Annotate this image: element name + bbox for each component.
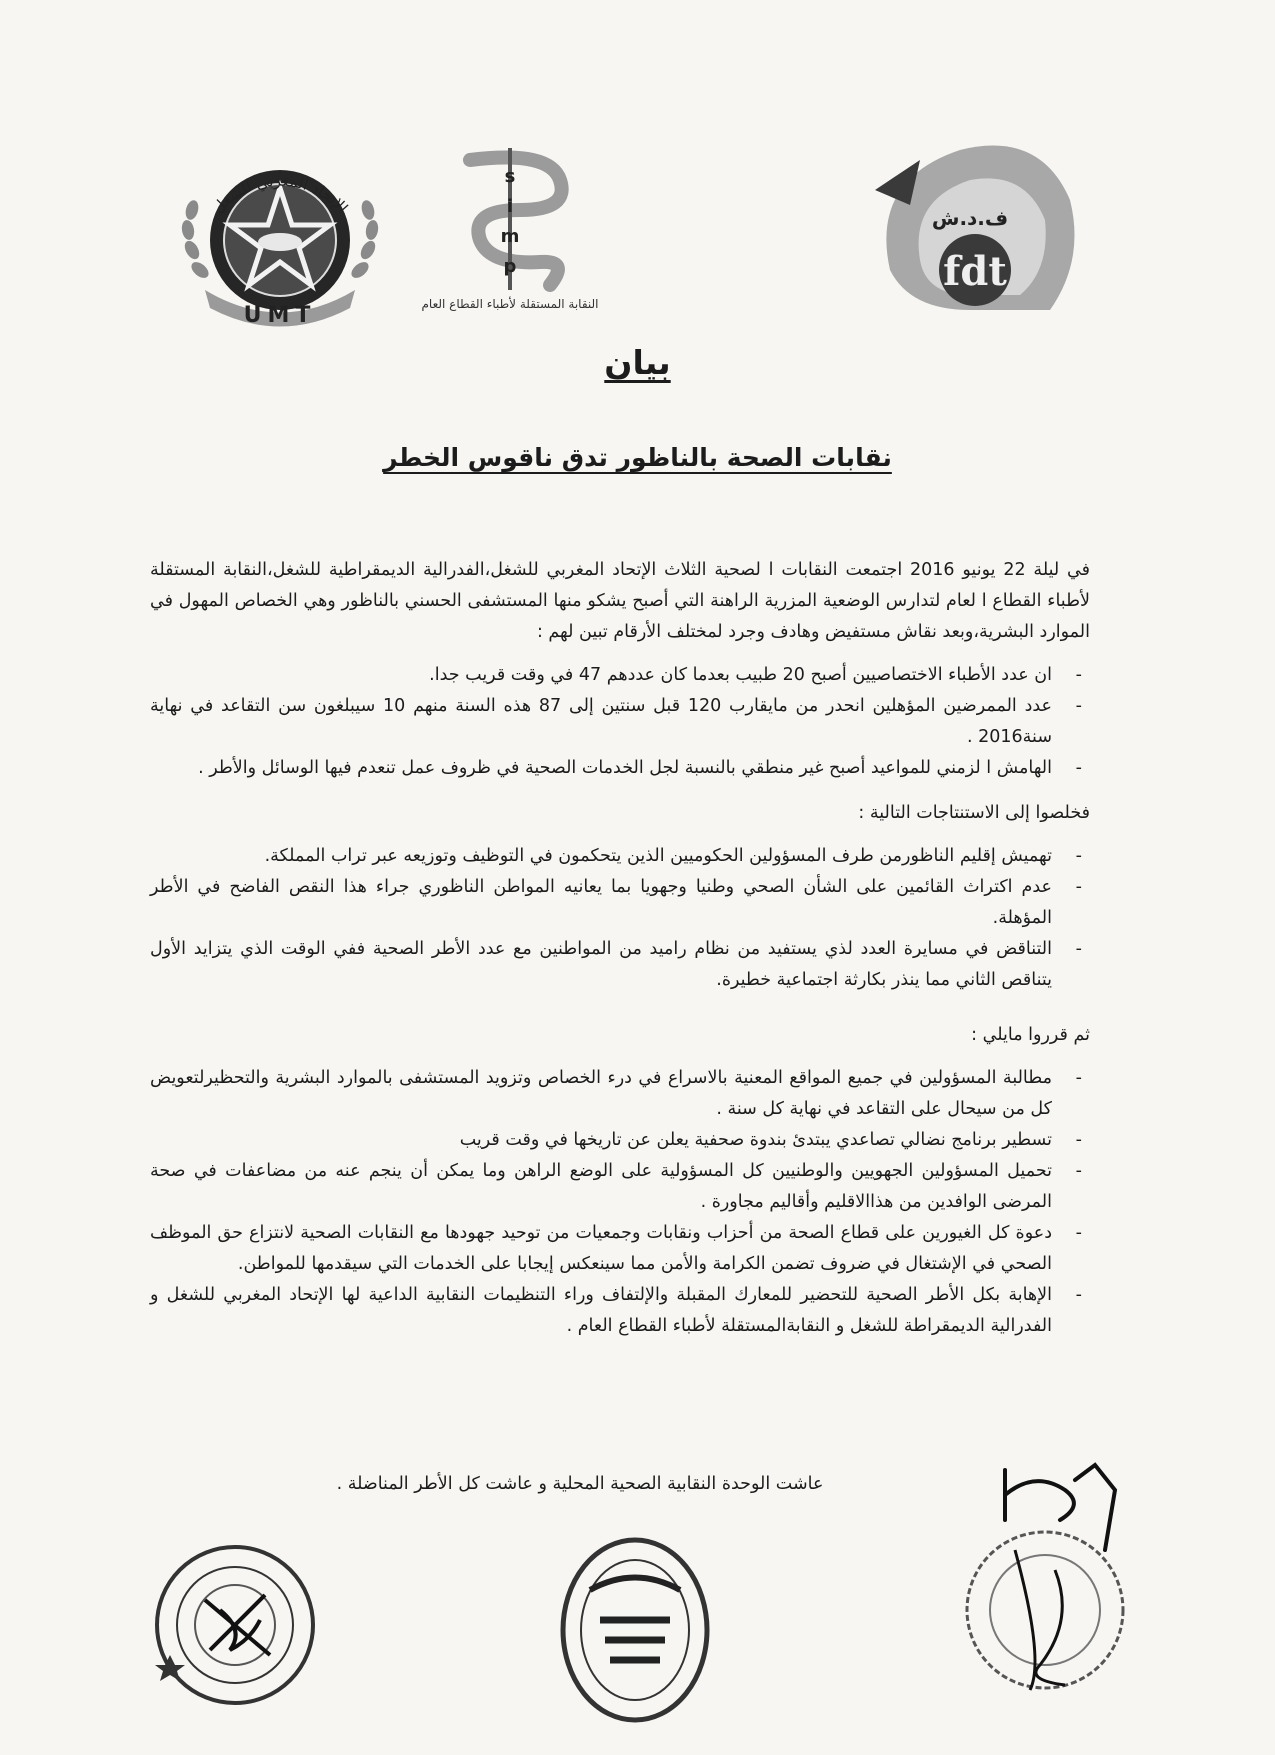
fdt-arabic: ف.د.ش	[931, 206, 1009, 230]
simp-letter-s: s	[504, 166, 516, 187]
decisions-intro: ثم قرروا مايلي :	[971, 1025, 1090, 1045]
document-body	[150, 555, 1090, 1356]
list-item: - تهميش إقليم الناظورمن طرف المسؤولين الحكوميين الذين يتحكمون في التوظيف وتوزيعه عبر تراب المملكة.	[150, 841, 1068, 872]
list-item: - الإهابة بكل الأطر الصحية للتحضير للمعارك المقبلة والإلتفاف وراء التنظيمات النقابية الداعية لها الإتحاد المغربي للشغل و الفدرالية الديمقراطة للشغل و النقابةالمستقلة لأطباء القطاع العام .	[150, 1280, 1068, 1342]
simp-logo	[410, 140, 610, 315]
fdt-abbrev: fdt	[943, 248, 1007, 295]
simp-caption: النقابة المستقلة لأطباء القطاع العام	[421, 297, 599, 311]
closing-line: عاشت الوحدة النقابية الصحية المحلية و عاشت كل الأطر المناضلة .	[336, 1474, 824, 1494]
findings-list	[150, 660, 1090, 784]
list-item: - ان عدد الأطباء الاختصاصيين أصبح 20 طبيب بعدما كان عددهم 47 في وقت قريب جدا.	[150, 660, 1068, 691]
fdt-logo	[850, 120, 1090, 330]
simp-letter-i: i	[506, 196, 514, 217]
umt-arc-text: الإتحاد المغربي للشغل	[208, 171, 352, 217]
umt-logo	[170, 130, 390, 330]
conclusions-intro: فخلصوا إلى الاستنتاجات التالية :	[858, 803, 1090, 823]
simp-letter-p: p	[503, 256, 517, 277]
umt-abbrev: UMT	[243, 303, 317, 328]
simp-letter-m: m	[500, 226, 520, 247]
umt-stamp	[150, 1530, 320, 1720]
conclusions-list	[150, 841, 1090, 996]
list-item: - دعوة كل الغيورين على قطاع الصحة من أحزاب ونقابات وجمعيات من توحيد جهودها مع النقابات الصحية لانتزاع حق الموظف الصحي في الإشتغال في ضروف تضمن الكرامة والأمن مما سينعكس إيجابا على الخدمات التي سيقدمها للمواطن.	[150, 1218, 1068, 1280]
simp-stamp	[555, 1530, 715, 1730]
document-subtitle: نقابات الصحة بالناظور تدق ناقوس الخطر	[383, 443, 892, 472]
intro-paragraph: في ليلة 22 يونيو 2016 اجتمعت النقابات ا لصحية الثلاث الإتحاد المغربي للشغل،الفدرالية الديمقراطية للشغل،النقابة المستقلة لأطباء القطاع ا لعام لتدارس الوضعية المزرية الراهنة التي أصبح يشكو منها المستشفى الحسني بالناظور وهي الخصاص المهول في الموارد البشرية،وبعد نقاش مستفيض وهادف وجرد لمختلف الأرقام تبين لهم :	[150, 560, 1090, 642]
fdt-stamp-signature	[945, 1460, 1140, 1710]
list-item: - مطالبة المسؤولين في جميع المواقع المعنية بالاسراع في درء الخصاص وتزويد المستشفى بالموارد البشرية والتحظيرلتعويض كل من سيحال على التقاعد في نهاية كل سنة .	[150, 1063, 1068, 1125]
list-item: - التناقض في مسايرة العدد لذي يستفيد من نظام راميد من المواطنين مع عدد الأطر الصحية ففي الوقت الذي يتزايد الأول يتناقص الثاني مما ينذر بكارثة اجتماعية خطيرة.	[150, 934, 1068, 996]
decisions-list	[150, 1063, 1090, 1342]
list-item: - عدد الممرضين المؤهلين انحدر من مايقارب 120 قبل سنتين إلى 87 هذه السنة منهم 10 سيبلغون سن التقاعد في نهاية سنة2016 .	[150, 691, 1068, 753]
list-item: - عدم اكتراث القائمين على الشأن الصحي وطنيا وجهويا بما يعانيه المواطن الناظوري جراء هذا النقص الفاضح في الأطر المؤهلة.	[150, 872, 1068, 934]
list-item: - تسطير برنامج نضالي تصاعدي يبتدئ بندوة صحفية يعلن عن تاريخها في وقت قريب	[150, 1125, 1068, 1156]
document-heading: بيان	[604, 343, 671, 382]
list-item: - الهامش ا لزمني للمواعيد أصبح غير منطقي بالنسبة لجل الخدمات الصحية في ظروف عمل تنعدم فيها الوسائل والأطر .	[150, 753, 1068, 784]
list-item: - تحميل المسؤولين الجهويين والوطنيين كل المسؤولية على الوضع الراهن وما يمكن أن ينجم عنه من مضاعفات في صحة المرضى الوافدين من هذاالاقليم وأقاليم مجاورة .	[150, 1156, 1068, 1218]
